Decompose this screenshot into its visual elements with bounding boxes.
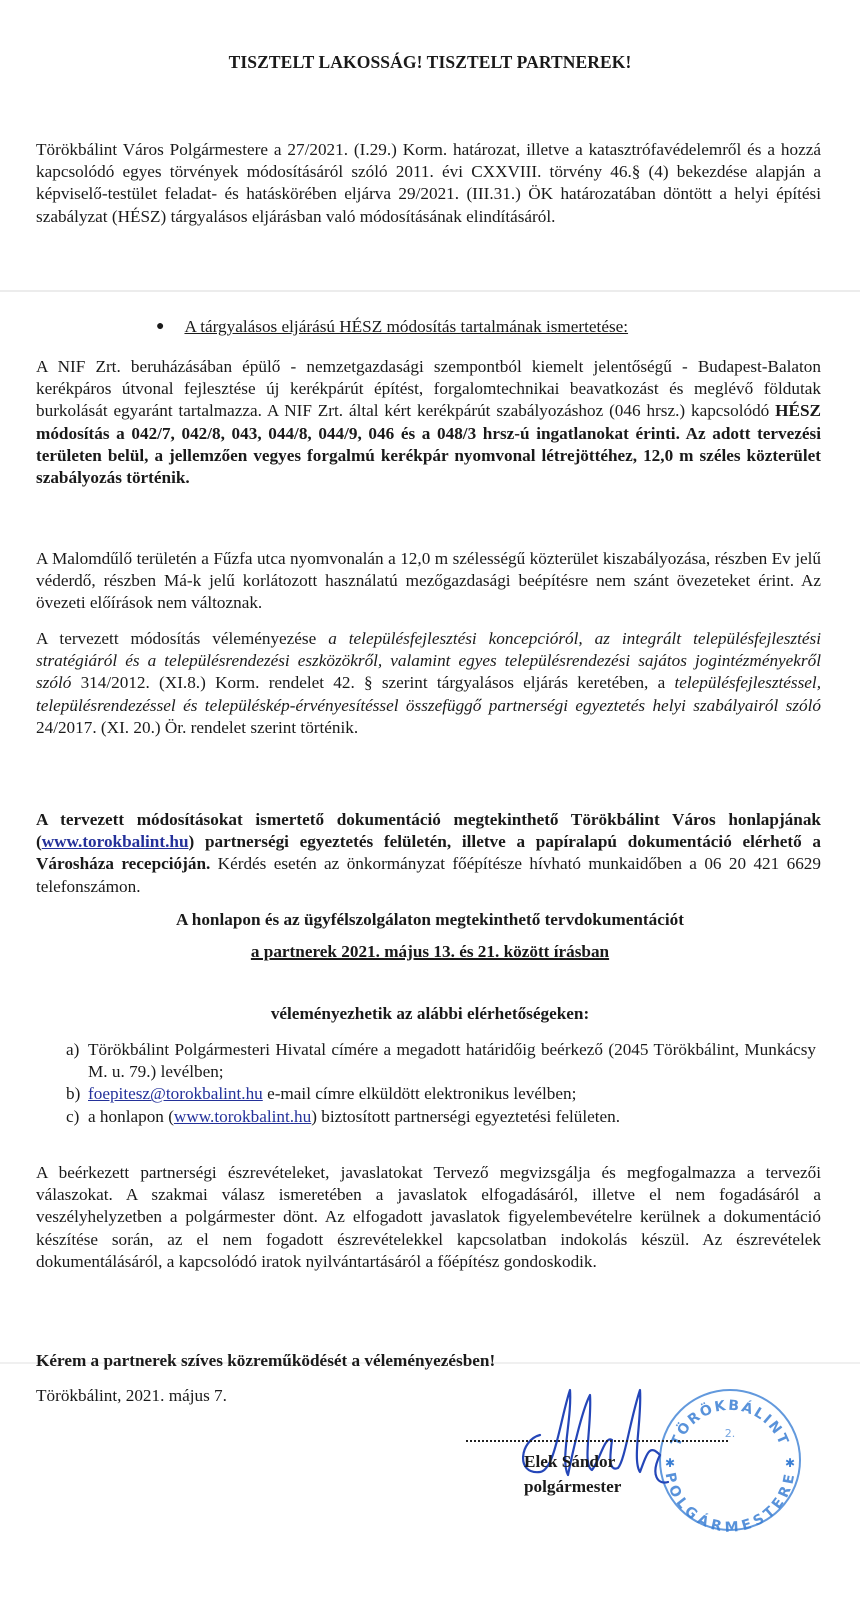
email-link[interactable]: foepitesz@torokbalint.hu — [88, 1084, 263, 1104]
website-link[interactable]: www.torokbalint.hu — [173, 1106, 312, 1126]
bullet-icon: ● — [156, 319, 165, 334]
closing-line: Kérem a partnerek szíves közreműködését a véleményezésben! — [36, 1351, 496, 1370]
legal-text-1: A tervezett módosítás véleményezése — [36, 629, 329, 648]
malomdulo-paragraph: A Malomdűlő területén a Fűzfa utca nyomvonalán a 12,0 m szélességű közterület kiszabályozása, részben Ev jelű véderdő, részben Má-k jelű korlátozott használatú mezőgazdasági beépítésre nem szánt övezeteket érint. Az övezeti előírások nem változnak. — [36, 549, 821, 613]
document-title: TISZTELT LAKOSSÁG! TISZTELT PARTNEREK! — [228, 52, 632, 72]
docs-bold-1: A tervezett módosításokat ismertető dokumentáció megtekinthető Törökbálint Város honlapjának ( — [36, 810, 821, 852]
nif-paragraph — [36, 356, 821, 489]
nif-bold-text: HÉSZ módosítás a 042/7, 042/8, 043, 044/8, 044/9, 046 és a 048/3 hrsz-ú ingatlanokat érinti. Az adott tervezési területen belül, a jellemzően vegyes forgalmú kerékpár nyomvonal létrejöttéhez, 12,0 m széles közterület szabályozás történik. — [36, 401, 821, 488]
svg-text:TÖRÖKBÁLINT: TÖRÖKBÁLINT — [668, 1397, 792, 1449]
deadline-line-3: véleményezhetik az alábbi elérhetőségeken: — [270, 1004, 590, 1023]
option-website — [66, 1106, 816, 1128]
submission-options — [66, 1039, 816, 1128]
section-heading-label: A tárgyalásos eljárású HÉSZ módosítás tartalmának ismertetése: — [184, 317, 629, 336]
option-text: e-mail címre elküldött elektronikus levélben; — [262, 1084, 577, 1104]
signature-line — [466, 1440, 728, 1442]
svg-text:POLGÁRMESTERE: POLGÁRMESTERE — [661, 1471, 799, 1535]
option-email — [66, 1083, 816, 1105]
legal-text-3: 24/2017. (XI. 20.) Ör. rendelet szerint történik. — [36, 717, 359, 737]
scan-artifact — [0, 290, 860, 292]
option-text: Törökbálint Polgármesteri Hivatal címére a megadott határidőig beérkező (2045 Törökbálint, Munkácsy M. u. 79.) levélben; — [88, 1040, 816, 1082]
legal-italic-2: településfejlesztéssel, településrendezéssel és településkép-érvényesítéssel összefüggő partnerségi egyeztetés helyi szabályairól szóló — [36, 673, 821, 715]
intro-paragraph: Törökbálint Város Polgármestere a 27/2021. (I.29.) Korm. határozat, illetve a katasztrófavédelemről és a hozzá kapcsolódó egyes törvények módosításáról szóló 2011. évi CXXVIII. törvény 46.§ (4) bekezdése alapján a képviselő-testület feladat- és hatáskörében eljárva 29/2021. (III.31.) ÖK határozatában döntött a helyi építési szabályzat (HÉSZ) tárgyalásos eljárásban való módosításának elindításáról. — [36, 140, 821, 226]
nif-text: A NIF Zrt. beruházásában épülő - nemzetgazdasági szempontból kiemelt jelentőségű - Budapest-Balaton kerékpáros útvonal fejlesztése új kerékpárút építést, forgalomtechnikai beavatkozást és meglévő földutak burkolását egyaránt tartalmazza. A NIF Zrt. által kért kerékpárút szabályozáshoz (046 hrsz.) kapcsolódó — [36, 357, 821, 421]
option-mark: c) — [66, 1106, 80, 1126]
deadline-line-1: A honlapon és az ügyfélszolgálaton megtekinthető tervdokumentációt — [176, 910, 684, 929]
deadline-dates: a partnerek 2021. május 13. és 21. között írásban — [250, 942, 610, 961]
signer-name: Elek Sándor — [524, 1452, 616, 1471]
option-mail — [66, 1039, 816, 1083]
signer-title: polgármester — [524, 1477, 622, 1496]
review-paragraph: A beérkezett partnerségi észrevételeket, javaslatokat Tervező megvizsgálja és megfogalmazza a tervezői válaszokat. A szakmai válasz ismeretében a javaslatok elfogadásáról, illetve el nem fogadásáról a veszélyhelyzetben a polgármester dönt. Az elfogadott javaslatok figyelembevételre kerülnek a dokumentáció készítése során, az el nem fogadott észrevételekkel kapcsolatban indokolás készül. Az észrevételek dokumentálásáról, a kapcsolódó iratok nyilvántartásáról a főépítész gondoskodik. — [36, 1163, 821, 1271]
documentation-paragraph — [36, 809, 821, 898]
legal-basis-paragraph — [36, 628, 821, 739]
signature-icon — [500, 1380, 680, 1490]
svg-text:✱: ✱ — [785, 1456, 796, 1470]
svg-text:2.: 2. — [724, 1427, 736, 1440]
docs-contact-text: Kérdés esetén az önkormányzat főépítésze hívható munkaidőben a 06 20 421 6629 telefonszámon. — [36, 854, 821, 896]
website-link[interactable]: www.torokbalint.hu — [41, 832, 189, 852]
option-mark: b) — [66, 1084, 81, 1104]
place-date: Törökbálint, 2021. május 7. — [36, 1386, 227, 1405]
docs-bold-2: ) partnerségi egyeztetés felületén, illetve a papíralapú dokumentáció elérhető a Városháza recepcióján. — [36, 832, 821, 874]
option-mark: a) — [66, 1040, 80, 1059]
option-text: ) biztosított partnerségi egyeztetési felületen. — [311, 1106, 621, 1126]
legal-text-2: 314/2012. (XI.8.) Korm. rendelet 42. § szerint tárgyalásos eljárás keretében, a — [71, 673, 675, 693]
svg-text:✱: ✱ — [665, 1456, 676, 1470]
deadline-line-2 — [0, 942, 860, 962]
section-heading — [156, 317, 628, 337]
legal-italic-1: a településfejlesztési koncepcióról, az integrált településfejlesztési stratégiáról és a településrendezési eszközökről, valamint egyes településrendezési sajátos jogintézményekről szóló — [36, 629, 821, 693]
option-text: a honlapon ( — [88, 1106, 174, 1126]
